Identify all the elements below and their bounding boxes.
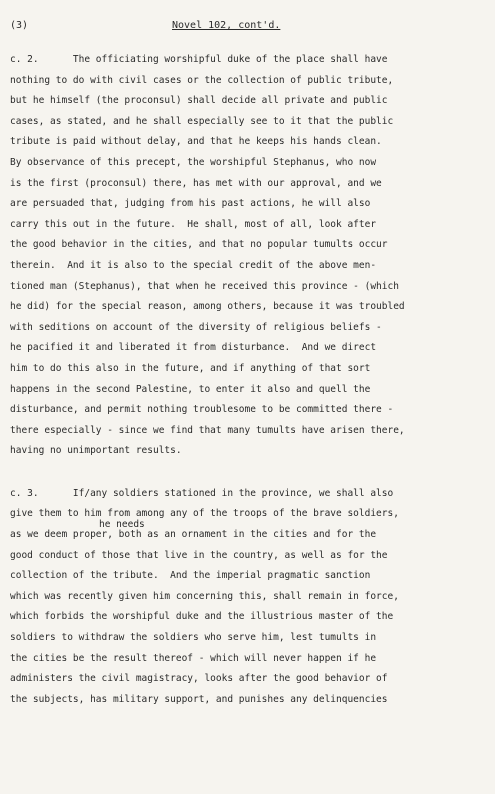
text-line: collection of the tribute. And the imperial pragmatic sanction (10, 570, 371, 582)
text-line: the cities be the result thereof - which will never happen if he (10, 652, 377, 664)
text-line: c. 3. If/any soldiers stationed in the province, we shall also (10, 487, 394, 499)
page-header (10, 20, 487, 36)
text-line: cases, as stated, and he shall especially see to it that the public (10, 115, 394, 127)
text-line: good conduct of those that live in the country, as well as for the (10, 549, 388, 561)
text-line: tribute is paid without delay, and that he keeps his hands clean. (10, 136, 382, 148)
text-line: c. 2. The officiating worshipful duke of the place shall have (10, 54, 388, 65)
text-line: carry this out in the future. He shall, most of all, look after (10, 218, 377, 230)
text-line: the subjects, has military support, and punishes any delinquencies (10, 693, 388, 705)
text-line: disturbance, and permit nothing troublesome to be committed there - (10, 404, 394, 416)
paragraph-gap (10, 462, 490, 484)
text-line: the good behavior in the cities, and that no popular tumults occur (10, 239, 388, 251)
interlinear-insert: he needs (99, 519, 145, 530)
section-3 (10, 484, 490, 711)
text-line: happens in the second Palestine, to enter it also and quell the (10, 383, 371, 395)
text-line: him to do this also in the future, and if anything of that sort (10, 362, 371, 374)
text-line: therein. And it is also to the special credit of the above men- (10, 259, 377, 271)
text-line: which forbids the worshipful duke and the illustrious master of the (10, 611, 394, 623)
body-text (10, 50, 490, 710)
text-line: but he himself (the proconsul) shall decide all private and public (10, 95, 388, 107)
text-line: give them to him from among any of the troops of the brave soldiers, (10, 508, 399, 520)
text-line: with seditions on account of the diversity of religious beliefs - (10, 321, 382, 333)
running-title: Novel 102, cont'd. (172, 20, 281, 31)
text-line: having no unimportant results. (10, 445, 182, 457)
text-line: tioned man (Stephanus), that when he received this province - (which (10, 280, 399, 292)
text-line: nothing to do with civil cases or the collection of public tribute, (10, 74, 394, 86)
text-line: soldiers to withdraw the soldiers who serve him, lest tumults in (10, 632, 377, 644)
text-line: is the first (proconsul) there, has met with our approval, and we (10, 177, 382, 189)
text-line: administers the civil magistracy, looks after the good behavior of (10, 673, 388, 685)
text-line: By observance of this precept, the worshipful Stephanus, who now (10, 156, 377, 168)
section-2 (10, 50, 490, 462)
text-line: there especially - since we find that many tumults have arisen there, (10, 424, 405, 436)
text-line: he pacified it and liberated it from disturbance. And we direct (10, 342, 377, 354)
page-number: (3) (10, 20, 29, 31)
text-line: are persuaded that, judging from his past actions, he will also (10, 198, 371, 210)
text-line: he did) for the special reason, among others, because it was troubled (10, 301, 405, 313)
text-line: which was recently given him concerning this, shall remain in force, (10, 590, 399, 602)
text-line: as we deem proper, both as an ornament in the cities and for the (10, 529, 377, 541)
